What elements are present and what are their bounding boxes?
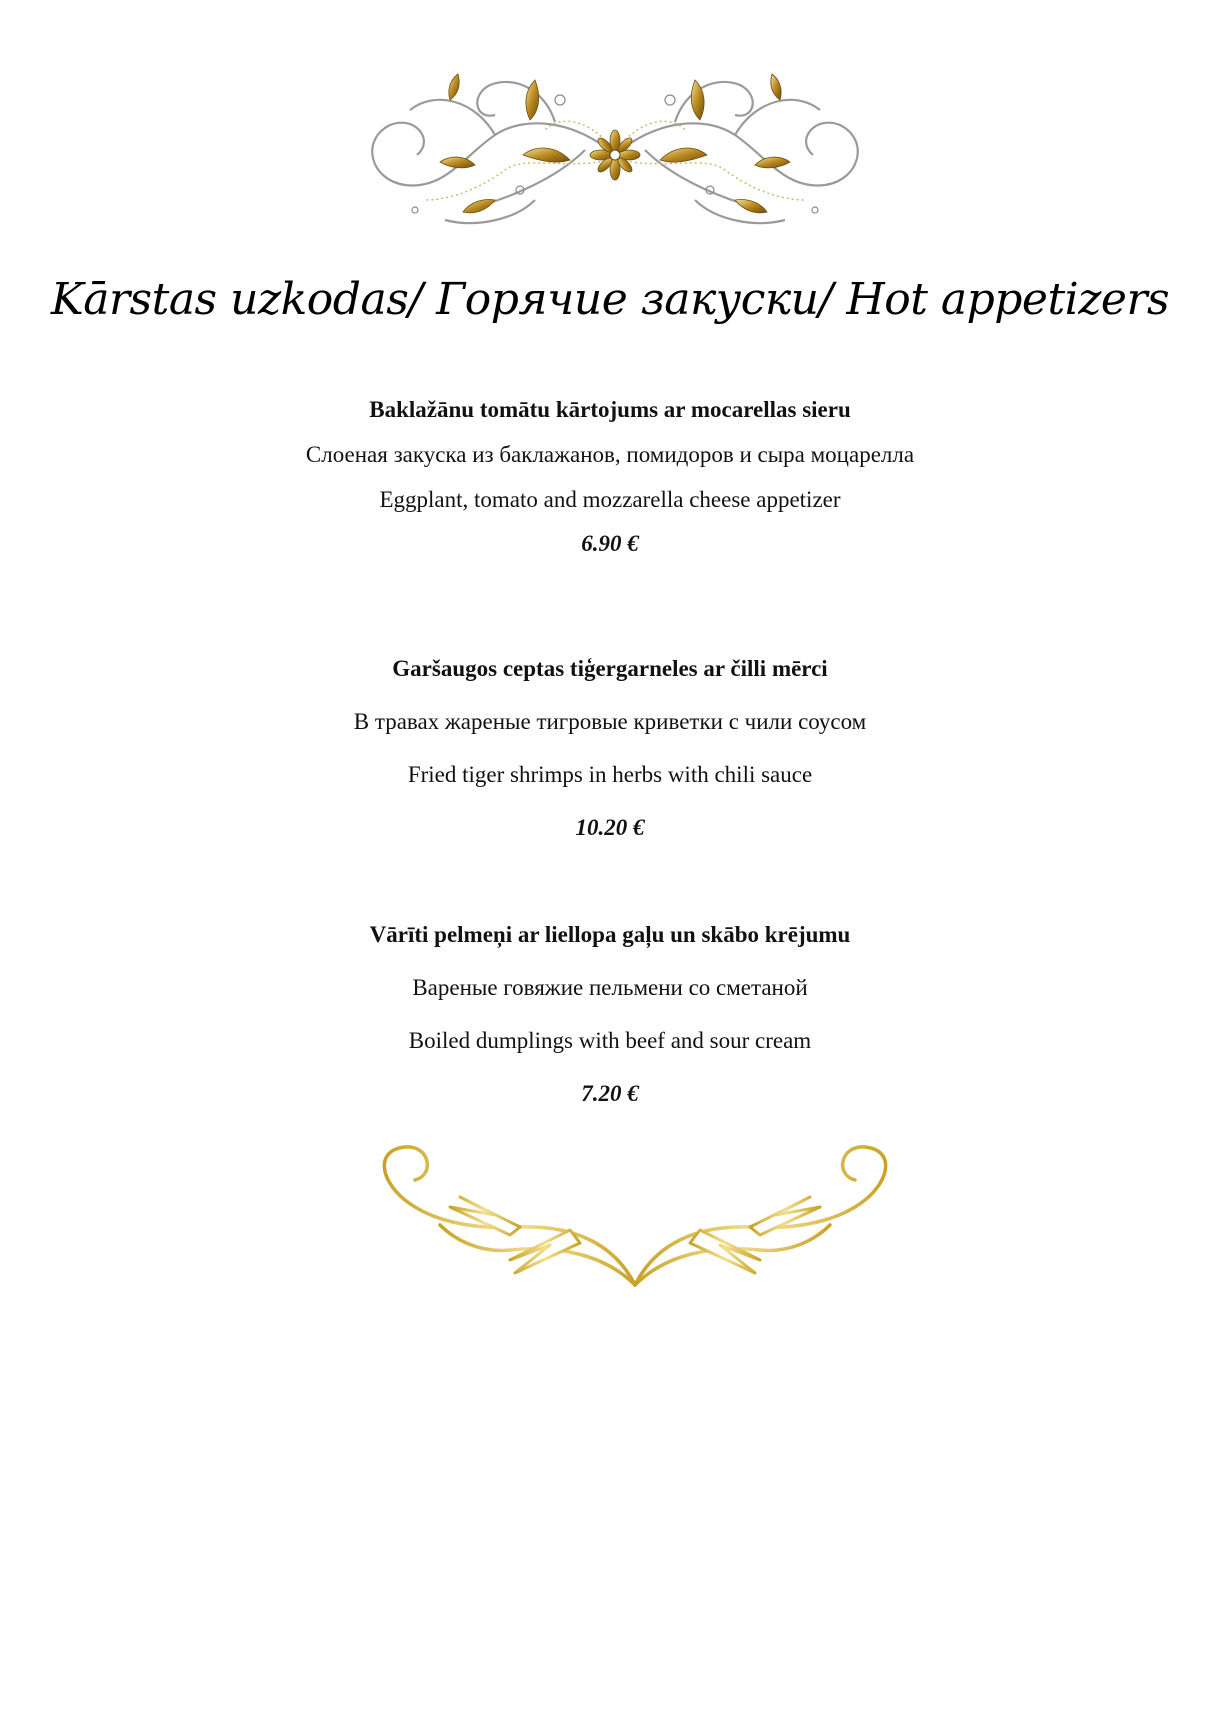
item-name-en: Boiled dumplings with beef and sour cream [408,1028,812,1053]
item-price: 6.90 € [581,531,639,556]
menu-item [0,394,1220,560]
floral-flourish-icon [355,60,875,235]
item-name-lv: Vārīti pelmeņi ar liellopa gaļu un skābo krējumu [369,922,851,947]
menu-item [0,919,1220,1110]
item-name-en: Eggplant, tomato and mozzarella cheese appetizer [379,487,841,512]
menu-item [0,653,1220,844]
item-price: 10.20 € [575,815,645,840]
item-name-lv: Garšaugos ceptas tiģergarneles ar čilli mērci [392,656,828,681]
page-title: Kārstas uzkodas/ Горячие закуски/ Hot appetizers [50,274,1170,325]
item-name-lv: Baklažānu tomātu kārtojums ar mocarellas sieru [369,397,851,422]
item-name-ru: Вареные говяжие пельмени со сметаной [412,975,808,1000]
item-name-ru: В травах жареные тигровые криветки с чили соусом [353,709,867,734]
gold-leaf-scroll-icon [360,1145,910,1295]
item-price: 7.20 € [581,1081,639,1106]
item-name-ru: Слоеная закуска из баклажанов, помидоров и сыра моцарелла [305,442,915,467]
item-name-en: Fried tiger shrimps in herbs with chili sauce [407,762,813,787]
